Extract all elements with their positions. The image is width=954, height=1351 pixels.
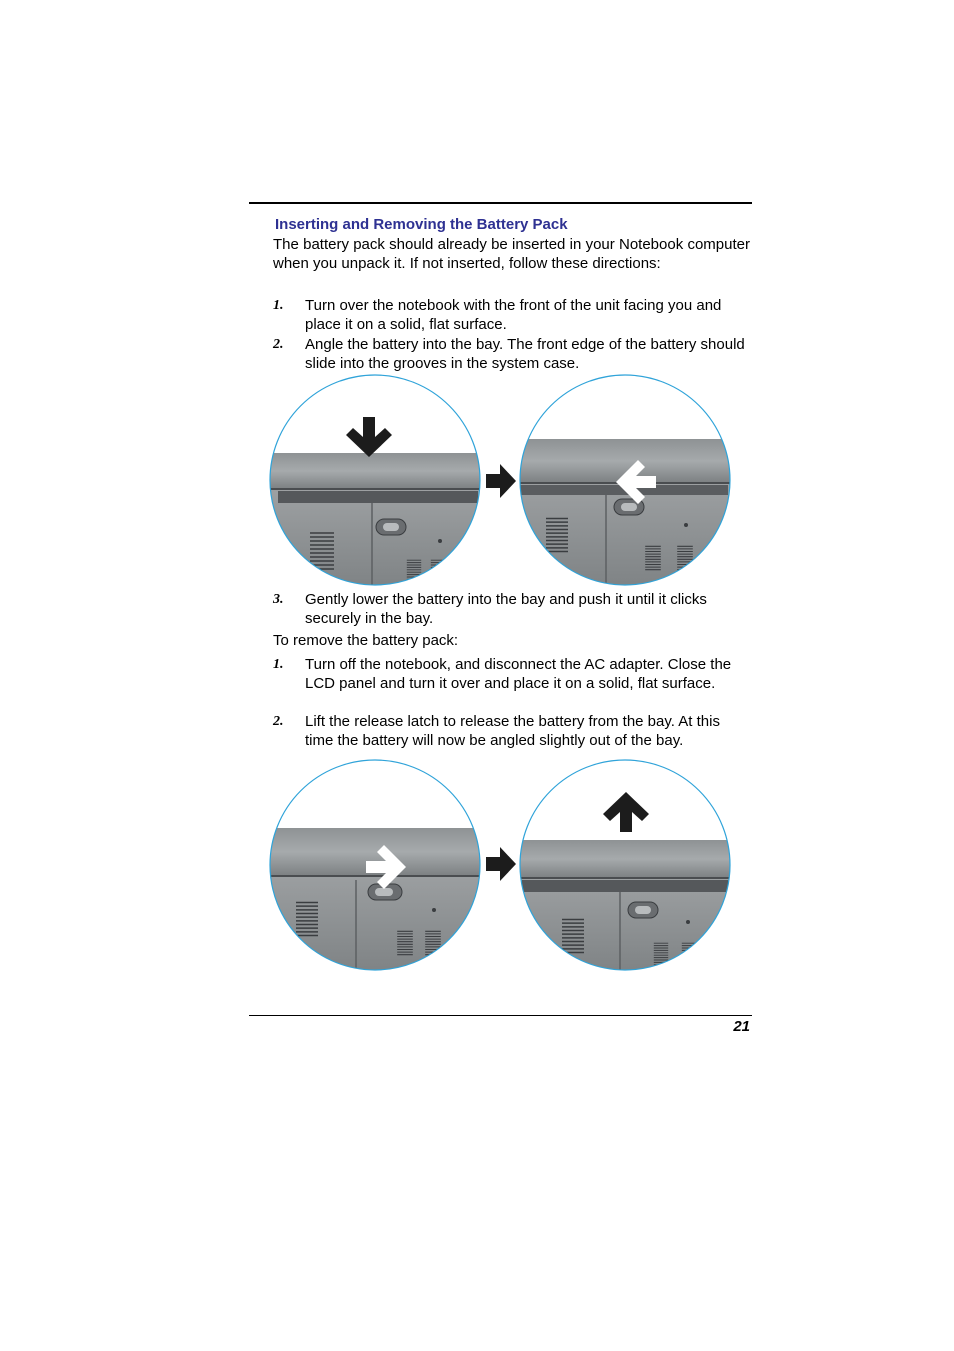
battery-remove-figure <box>268 758 734 976</box>
remove-intro: To remove the battery pack: <box>273 632 459 649</box>
intro-paragraph: The battery pack should already be inserted in your Notebook computer when you unpack it. If not inserted, follow these directions: <box>273 236 750 272</box>
section-heading: Inserting and Removing the Battery Pack <box>275 216 568 233</box>
insert-photo-right <box>518 373 732 587</box>
step-number: 1. <box>273 657 284 672</box>
arrow-right-icon <box>486 847 516 881</box>
step-text: Gently lower the battery into the bay and push it until it clicks securely in the bay. <box>305 591 707 627</box>
battery-insert-figure <box>268 373 734 591</box>
remove-photo-left <box>268 758 482 972</box>
step-text: Lift the release latch to release the battery from the bay. At this time the battery will now be angled slightly out of the bay. <box>305 713 720 749</box>
page-number: 21 <box>733 1018 750 1035</box>
remove-photo-right <box>518 758 732 972</box>
header-rule <box>249 202 752 204</box>
step-number: 3. <box>273 592 284 607</box>
step-number: 2. <box>273 337 284 352</box>
step-number: 2. <box>273 714 284 729</box>
step-number: 1. <box>273 298 284 313</box>
step-text: Turn off the notebook, and disconnect the AC adapter. Close the LCD panel and turn it over and place it on a solid, flat surface. <box>305 656 732 692</box>
insert-photo-left <box>268 373 482 587</box>
step-text: Turn over the notebook with the front of the unit facing you and place it on a solid, flat surface. <box>305 297 722 333</box>
step-text: Angle the battery into the bay. The front edge of the battery should slide into the grooves in the system case. <box>305 336 745 372</box>
footer-rule <box>249 1015 752 1016</box>
arrow-right-icon <box>486 464 516 498</box>
